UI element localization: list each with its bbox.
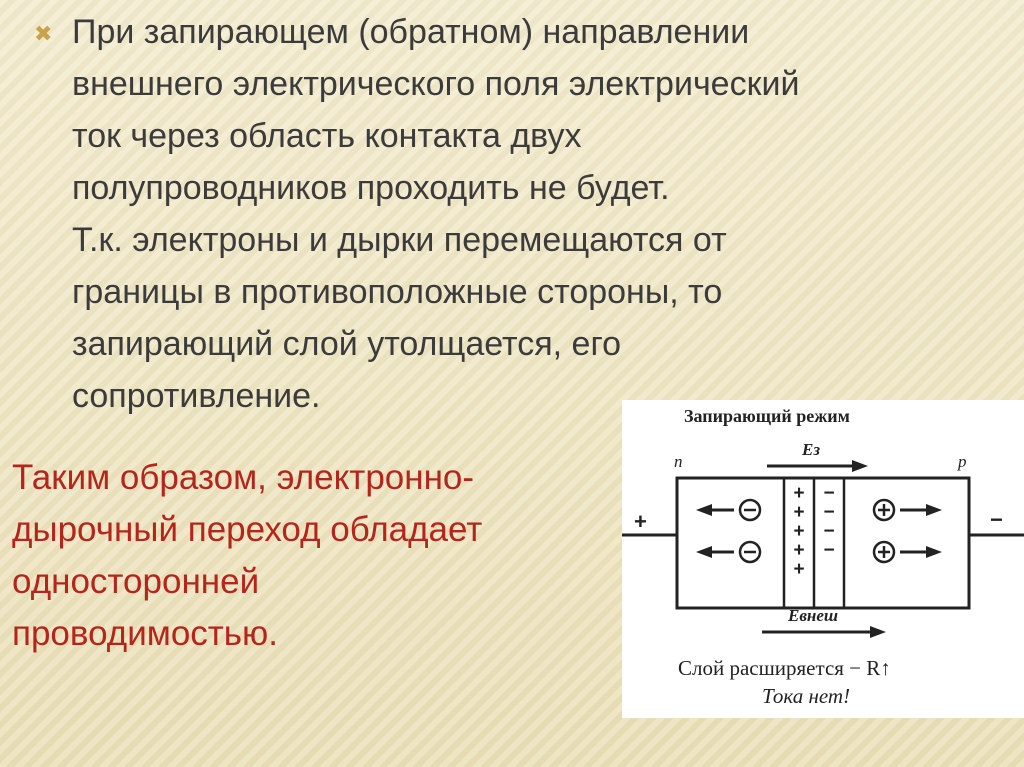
diagram-caption-layer: Слой расширяется − R↑ [678, 656, 891, 680]
positive-ions-column: + + + + + [793, 483, 805, 580]
external-field-label: Eвнеш [788, 606, 839, 625]
main-paragraph: При запирающем (обратном) направлении внешнего электрического поля электрический ток через область контакта двух полупроводников проходить не будет. Т.к. электроны и дырки перемещаются от границы в противоположные стороны, то запирающий слой утолщается, его сопротивление. [72, 13, 800, 415]
diagram-caption-no-current: Тока нет! [762, 684, 851, 708]
diagram-title: Запирающий режим [684, 406, 850, 426]
p-region-label: p [958, 452, 967, 471]
internal-field-label: Eз [802, 440, 820, 459]
negative-ions-column: − − − − [823, 483, 835, 561]
minus-terminal-label: − [990, 507, 1003, 532]
bullet-icon: ✖ [34, 22, 53, 47]
n-region-label: n [674, 452, 683, 471]
conclusion-text: Таким образом, электронно- дырочный переход обладает односторонней проводимостью. [12, 458, 483, 653]
plus-terminal-label: + [634, 509, 647, 534]
pn-junction-diagram [622, 400, 1024, 718]
